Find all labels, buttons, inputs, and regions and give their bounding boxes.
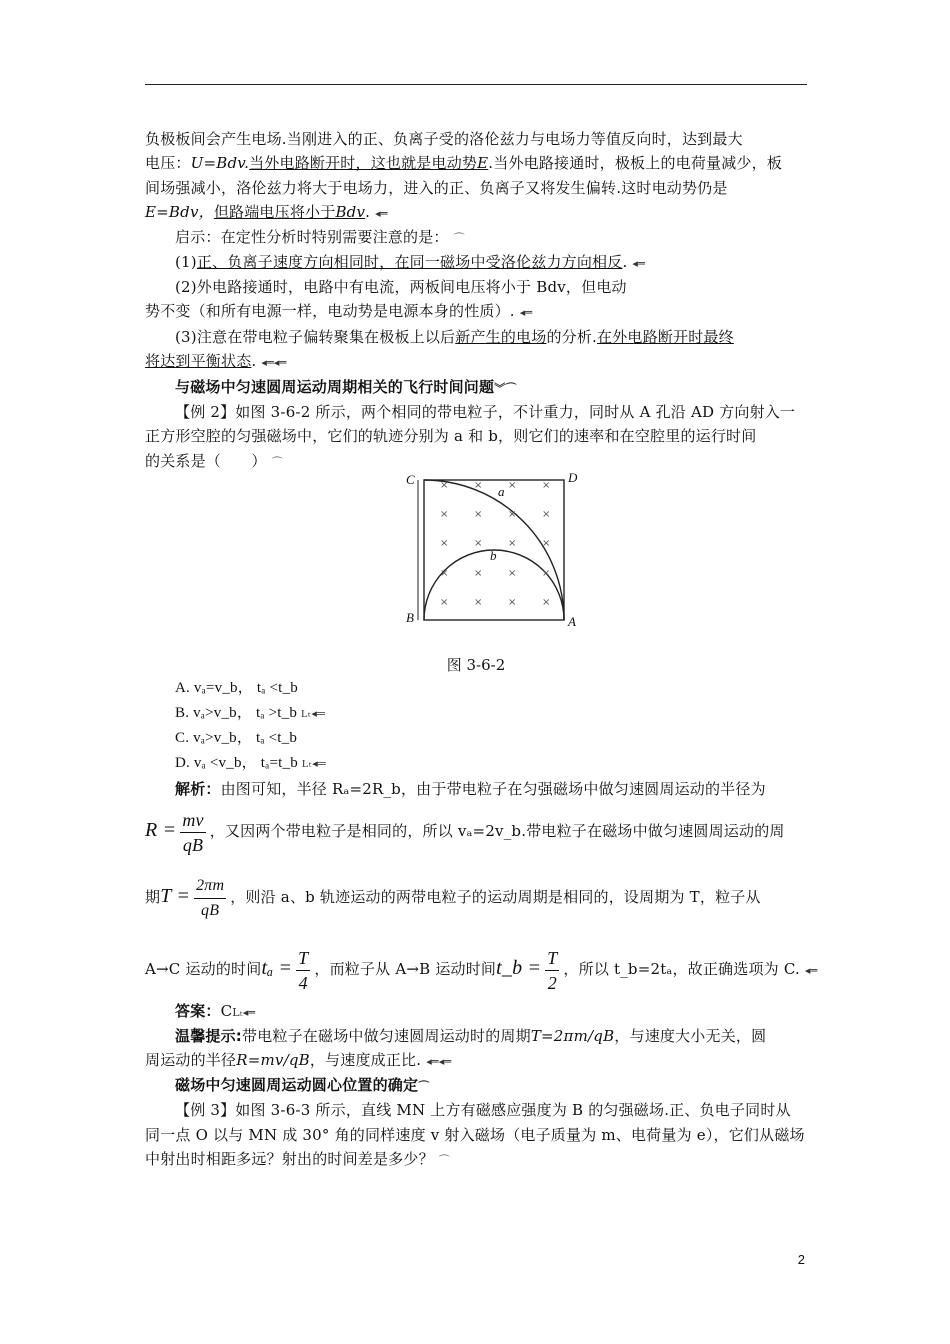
field-cross: × [542, 480, 551, 491]
hint-item-3: (3)注意在带电粒子偏转聚集在极板上以后新产生的电场的分析.在外电路断开时最终 [175, 328, 734, 346]
field-cross: × [542, 509, 551, 520]
option-A: A. vₐ=v_b， tₐ <t_b [175, 680, 298, 696]
warm-tip-line: 周运动的半径R=mv/qB，与速度成正比. ◂═◂═ [145, 1051, 452, 1069]
field-cross: × [440, 538, 449, 549]
page-number: 2 [797, 1252, 805, 1267]
field-cross: × [440, 480, 449, 491]
solution-line-T: 期T = $\frac{2\pi m}{qB}$ ，则沿 a、b 轨迹运动的两带电粒子的运动周期是相同的，设周期为 T，粒子从 [145, 872, 807, 924]
field-cross: × [440, 509, 449, 520]
section-title-2: 磁场中匀速圆周运动圆心位置的确定⌒ [175, 1076, 430, 1094]
paragraph-line: 负极板间会产生电场.当刚进入的正、负离子受的洛伦兹力与电场力等值反向时，达到最大 [145, 130, 743, 148]
field-cross: × [542, 538, 551, 549]
option-D: D. vₐ <v_b， tₐ=t_b Lₜ◂═ [175, 755, 326, 771]
label-B: B [406, 610, 414, 625]
paragraph-line: 间场强减小，洛伦兹力将大于电场力，进入的正、负离子又将发生偏转.这时电动势仍是 [145, 179, 728, 197]
field-cross: × [440, 568, 449, 579]
figure-3-6-2 [400, 468, 590, 633]
example-2-line: 正方形空腔的匀强磁场中，它们的轨迹分别为 a 和 b，则它们的速率和在空腔里的运行时间 [145, 427, 757, 445]
hint-item-1: (1)正、负离子速度方向相同时，在同一磁场中受洛伦兹力方向相反. ◂═ [175, 253, 645, 271]
hint-item-2: (2)外电路接通时，电路中有电流，两板间电压将小于 Bdv，但电动 [175, 278, 627, 296]
field-cross: × [508, 480, 517, 491]
label-C: C [406, 472, 415, 487]
figure-caption: 图 3-6-2 [446, 656, 506, 674]
example-3-line: 同一点 O 以与 MN 成 30° 角的同样速度 v 射入磁场（电子质量为 m、电荷量为 e），它们从磁场 [145, 1126, 805, 1144]
hint-item-3-cont: 将达到平衡状态. ◂═◂═ [145, 352, 287, 370]
label-D: D [568, 470, 578, 485]
field-cross: × [474, 480, 483, 491]
solution-line-t: A→C 运动的时间tₐ = $\frac{T}{4}$ ，而粒子从 A→B 运动时间t_b = $\frac{T}{2}$ ，所以 t_b=2tₐ，故正确选项为 C. ◂═ [145, 947, 818, 993]
example-3-line: 中射出时相距多远？射出的时间差是多少？ ⌒ [145, 1150, 450, 1168]
label-a: a [498, 484, 505, 499]
section-title-1: 与磁场中匀速圆周运动周期相关的飞行时间问题︾⌒ [175, 378, 517, 396]
example-2-line: 的关系是（ ） ⌒ [145, 452, 283, 470]
field-cross: × [508, 568, 517, 579]
field-cross: × [542, 597, 551, 608]
paragraph-line: 电压：U=Bdv.当外电路断开时，这也就是电动势E.当外电路接通时，极板上的电荷量减少，板 [145, 154, 783, 172]
hint-item-2-cont: 势不变（和所有电源一样，电动势是电源本身的性质）. ◂═ [145, 302, 533, 320]
warm-tip-line: 温馨提示:带电粒子在磁场中做匀速圆周运动时的周期T=2πm/qB，与速度大小无关，圆 [175, 1027, 767, 1045]
field-cross: × [508, 509, 517, 520]
solution-line: 解析：由图可知，半径 Rₐ=2R_b，由于带电粒子在匀强磁场中做匀速圆周运动的半径为 [175, 780, 766, 798]
field-cross: × [474, 568, 483, 579]
answer-line: 答案：CLₜ◂═ [175, 1002, 256, 1020]
option-C: C. vₐ>v_b， tₐ <t_b [175, 730, 298, 746]
field-cross: × [474, 538, 483, 549]
field-cross: × [474, 509, 483, 520]
label-A: A [568, 614, 576, 629]
field-cross: × [474, 597, 483, 608]
field-cross: × [440, 597, 449, 608]
label-b: b [490, 548, 497, 563]
field-cross: × [508, 597, 517, 608]
example-3-line: 【例 3】如图 3-6-3 所示，直线 MN 上方有磁感应强度为 B 的匀强磁场.正、负电子同时从 [175, 1101, 791, 1119]
option-B: B. vₐ>v_b， tₐ >t_b Lₜ◂═ [175, 705, 326, 721]
header-rule [145, 84, 807, 85]
field-cross: × [508, 538, 517, 549]
example-2-line: 【例 2】如图 3-6-2 所示，两个相同的带电粒子，不计重力，同时从 A 孔沿 AD 方向射入一 [175, 403, 796, 421]
field-cross: × [542, 568, 551, 579]
solution-line-R: R = $\frac{mv}{qB}$ ，又因两个带电粒子是相同的，所以 vₐ=2v_b.带电粒子在磁场中做匀速圆周运动的周 [145, 809, 785, 855]
paragraph-line: E=Bdv，但路端电压将小于Bdv. ◂═ [145, 203, 388, 221]
hint-line: 启示：在定性分析时特别需要注意的是： ⌒ [175, 228, 465, 246]
